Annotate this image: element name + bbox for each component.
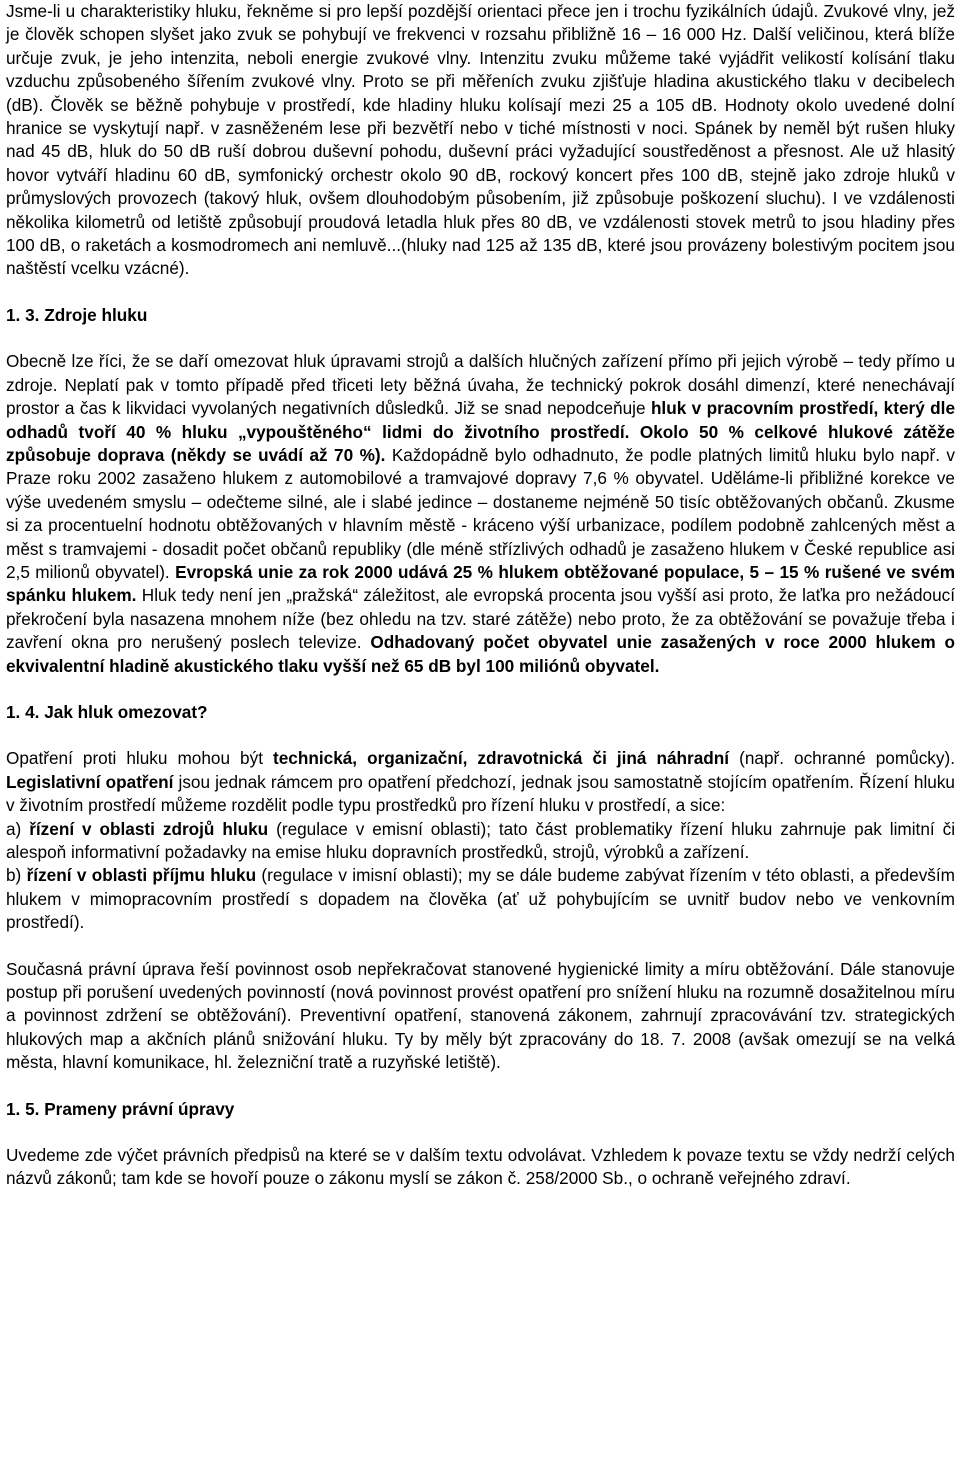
paragraph-noise-sources bbox=[6, 350, 955, 678]
bold-text-run: Legislativní opatření bbox=[6, 771, 174, 792]
text-run: Obecně lze říci, že se daří omezovat hluk úpravami strojů a dalších hlučných zařízení přímo při jejich výrobě – tedy přímo u zdroje. Neplatí pak v tomto případě před třiceti lety běžná úvaha, že technický pokrok dosáhl dimenzí, které nenechávají prostor a čas k likvidaci vyvolaných negativních důsledků. Již se snad nepodceňuje bbox=[6, 351, 955, 419]
heading-noise-reduction: 1. 4. Jak hluk omezovat? bbox=[6, 701, 208, 722]
bold-text-run: Odhadovaný počet obyvatel unie zasažených v roce 2000 hlukem o ekvivalentní hladině akustického tlaku vyšší než 65 dB byl 100 miliónů obyvatel. bbox=[6, 632, 955, 676]
bold-text-run: řízení v oblasti příjmu hluku bbox=[26, 865, 257, 886]
heading-legal-sources: 1. 5. Prameny právní úpravy bbox=[6, 1098, 235, 1119]
paragraph-item-a bbox=[6, 818, 955, 865]
text-run: jsou jednak rámcem pro opatření předchozí, jednak jsou samostatně stojícím opatřením. Řízení hluku v životním prostředí můžeme rozdělit podle typu prostředků pro řízení hluku v prostředí, a sice: bbox=[6, 771, 955, 816]
text-run: Hluk tedy není jen „pražská“ záležitost, ale evropská procenta jsou vyšší asi proto, že laťka pro nežádoucí překročení byla nasazena mnohem níže (bez ohledu na tzv. staré zátěže) nebo proto, že za obtěžování se považuje třeba i zavření okna pro nerušený poslech televize. bbox=[6, 585, 955, 653]
text-run: Jsme-li u charakteristiky hluku, řekněme si pro lepší pozdější orientaci přece jen i trochu fyzikálních údajů. Zvukové vlny, jež je člověk schopen slyšet jako zvuk se pohybují ve frekvenci v rozsahu přibližně 16 – 16 000 Hz. Další veličinou, která blíže určuje zvuk, je jeho intenzita, neboli energie zvukové vlny. Intenzitu zvuku můžeme také vyjádřit velikostí kolísání tlaku vzduchu způsobeného šířením zvukové vlny. Proto se při měřeních zvuku zjišťuje hladina akustického tlaku v decibelech (dB). Člověk se běžně pohybuje v prostředí, kde hladiny hluku kolísají mezi 25 a 105 dB. Hodnoty okolo uvedené dolní hranice se vyskytují např. v zasněženém lese při bezvětří nebo v tiché místnosti v noci. Spánek by neměl být rušen hluky nad 45 dB, hluk do 50 dB ruší dobrou duševní pohodu, duševní práci vyžadující soustředěnost a přesnost. Ale už hlasitý hovor vytváří hladinu 60 dB, symfonický orchestr okolo 90 dB, rockový koncert přes 100 dB, stejně jako zdroje hluků v průmyslových provozech (takový hluk, ovšem dlouhodobým působením, již způsobuje poškození sluchu). I ve vzdálenosti několika kilometrů od letiště způsobují proudová letadla hluk přes 80 dB, ve vzdálenosti stovek metrů to jsou hladiny přes 100 dB, o raketách a kosmodromech ani nemluvě...(hluky nad 125 až 135 dB, které jsou provázeny bolestivým pocitem jsou naštěstí vcelku vzácné). bbox=[6, 1, 955, 279]
text-run: Současná právní úprava řeší povinnost osob nepřekračovat stanovené hygienické limity a míru obtěžování. Dále stanovuje postup při porušení uvedených povinností (nová povinnost provést opatření pro snížení hluku na rozumně dosažitelnou míru a povinnost zdržení se obtěžování). Preventivní opatření, stanovená zákonem, zahrnují zpracovávání tzv. strategických hlukových map a akčních plánů snižování hluku. Ty by měly být zpracovány do 18. 7. 2008 (avšak omezují se na velká města, hlavní komunikace, hl. železniční tratě a ruzyňské letiště). bbox=[6, 958, 955, 1073]
text-run: b) bbox=[6, 865, 27, 886]
paragraph-legal-regulation bbox=[6, 958, 955, 1075]
bold-text-run: Evropská unie za rok 2000 udává 25 % hlukem obtěžované populace, 5 – 15 % rušené ve svém spánku hlukem. bbox=[6, 561, 955, 606]
paragraph-measures bbox=[6, 747, 955, 817]
text-run: (regulace v emisní oblasti); tato část problematiky řízení hluku zahrnuje pak limitní či alespoň informativní požadavky na emise hluku dopravních prostředků, strojů, výrobků a zařízení. bbox=[6, 818, 956, 862]
bold-text-run: hluk v pracovním prostředí, který dle odhadů tvoří 40 % hluku „vypouštěného“ lidmi do životního prostředí. Okolo 50 % celkové hlukové zátěže způsobuje doprava (někdy se uvádí až 70 %). bbox=[6, 398, 956, 465]
text-run: (např. ochranné pomůcky). bbox=[729, 748, 955, 769]
paragraph-sound-characteristics bbox=[6, 0, 955, 281]
heading-noise-sources: 1. 3. Zdroje hluku bbox=[6, 304, 148, 325]
paragraph-legal-sources bbox=[6, 1144, 955, 1191]
paragraph-item-b bbox=[6, 864, 955, 934]
text-run: Uvedeme zde výčet právních předpisů na které se v dalším textu odvolávat. Vzhledem k povaze textu se vždy nedrží celých názvů zákonů; tam kde se hovoří pouze o zákonu myslí se zákon č. 258/2000 Sb., o ochraně veřejného zdraví. bbox=[6, 1145, 955, 1189]
text-run: a) bbox=[6, 818, 30, 839]
bold-text-run: technická, organizační, zdravotnická či jiná náhradní bbox=[273, 748, 730, 769]
bold-text-run: řízení v oblasti zdrojů hluku bbox=[29, 818, 269, 839]
text-run: Každopádně bylo odhadnuto, že podle platných limitů hluku bylo např. v Praze roku 2002 zasaženo hlukem z automobilové a tramvajové dopravy 7,6 % obyvatel. Uděláme-li přibližné korekce ve výše uvedeném smyslu – odečteme silné, ale i slabé jedince – dostaneme nejméně 50 tisíc obtěžovaných občanů. Zkusme si za procentuelní hodnotu obtěžovaných v hlavním městě - kráceno výší urbanizace, podílem podobně zahlcených měst a měst s tramvajemi - dosadit počet občanů republiky (dle méně střízlivých odhadů je zasaženo hlukem v České republice asi 2,5 milionů obyvatel). bbox=[6, 444, 955, 582]
text-run: (regulace v imisní oblasti); my se dále budeme zabývat řízením v této oblasti, a především hlukem v mimopracovním prostředí s dopadem na člověka (ať už pohybujícím se uvnitř budov nebo ve venkovním prostředí). bbox=[6, 865, 955, 933]
text-run: Opatření proti hluku mohou být bbox=[6, 748, 274, 769]
